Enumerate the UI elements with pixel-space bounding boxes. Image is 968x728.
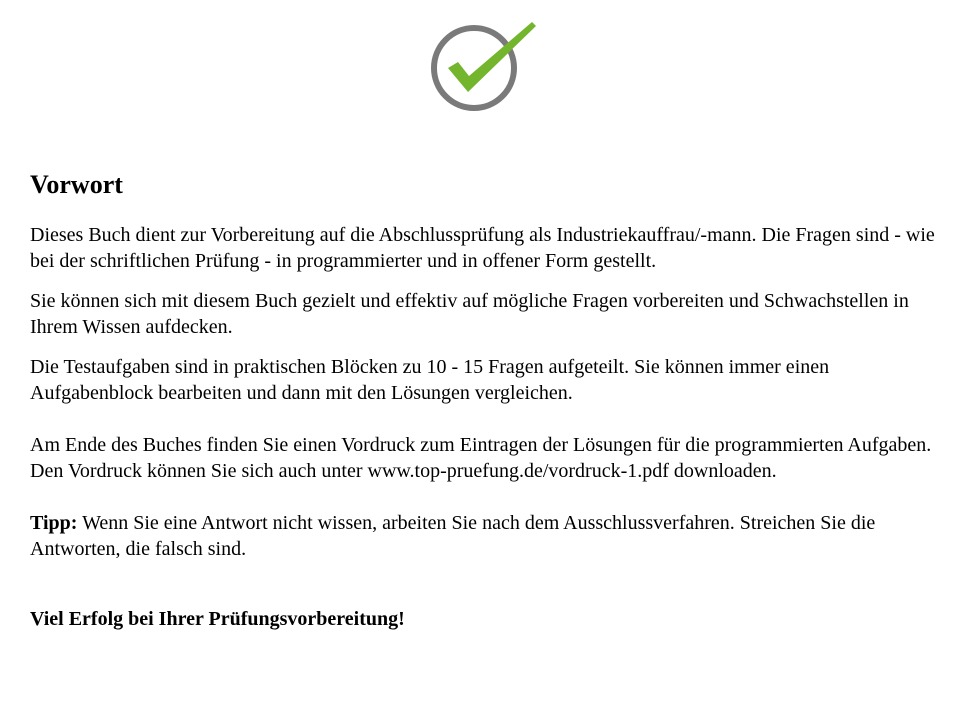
tip-label: Tipp: xyxy=(30,512,78,534)
page-title: Vorwort xyxy=(30,170,123,199)
closing-line: Viel Erfolg bei Ihrer Prüfungsvorbereitung! xyxy=(30,608,405,630)
logo-circle xyxy=(434,28,514,108)
tip-text: Wenn Sie eine Antwort nicht wissen, arbeiten Sie nach dem Ausschlussverfahren. Streichen Sie die Antworten, die falsch sind. xyxy=(30,512,876,560)
preface-content xyxy=(30,168,950,632)
paragraph-structure: Die Testaufgaben sind in praktischen Blöcken zu 10 - 15 Fragen aufgeteilt. Sie können immer einen Aufgabenblock bearbeiten und dann mit den Lösungen vergleichen. xyxy=(30,356,830,404)
paragraph-form: Am Ende des Buches finden Sie einen Vordruck zum Eintragen der Lösungen für die programmierten Aufgaben. Den Vordruck können Sie sich auch unter www.top-pruefung.de/vordruck-1.pdf downloaden. xyxy=(30,434,932,482)
paragraph-tip xyxy=(30,510,950,562)
paragraph-purpose: Dieses Buch dient zur Vorbereitung auf die Abschlussprüfung als Industriekauffrau/-mann. Die Fragen sind - wie bei der schriftlichen Prüfung - in programmierter und in offener Form gestellt. xyxy=(30,224,935,272)
checkmark-icon xyxy=(428,18,544,114)
paragraph-benefit: Sie können sich mit diesem Buch gezielt und effektiv auf mögliche Fragen vorbereiten und Schwachstellen in Ihrem Wissen aufdecken. xyxy=(30,290,909,338)
